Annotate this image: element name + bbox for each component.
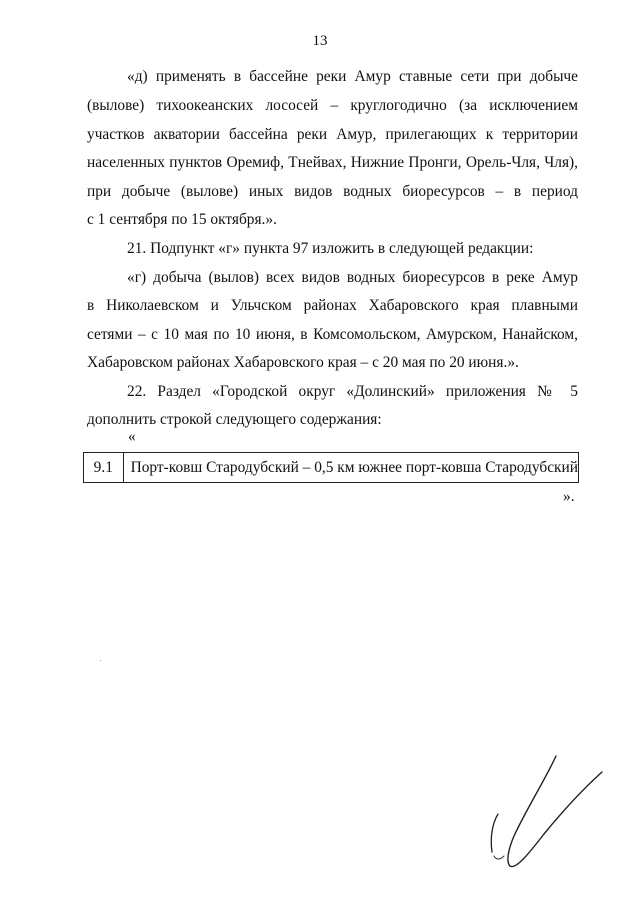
handwritten-signature-icon xyxy=(478,748,618,878)
insert-table-row xyxy=(83,452,579,483)
paragraph-d-line-5: при добыче (вылове) иных видов водных биоресурсов – в период xyxy=(87,183,578,200)
row-number: 9.1 xyxy=(84,453,124,482)
paragraph-d-line-2: (вылове) тихоокеанских лососей – круглогодично (за исключением xyxy=(87,97,578,114)
item-21: 21. Подпункт «г» пункта 97 изложить в следующей редакции: xyxy=(127,240,534,257)
open-quote: « xyxy=(128,428,136,445)
paragraph-g-line-2: в Николаевском и Ульчском районах Хабаровского края плавными xyxy=(87,297,578,314)
paragraph-d-line-1: «д) применять в бассейне реки Амур ставные сети при добыче xyxy=(127,68,578,85)
paragraph-d-line-4: населенных пунктов Оремиф, Тнейвах, Нижние Пронги, Орель-Чля, Чля), xyxy=(87,154,578,171)
paragraph-d-line-6: с 1 сентября по 15 октября.». xyxy=(87,211,277,228)
item-22-line-1: 22. Раздел «Городской округ «Долинский» приложения № 5 xyxy=(127,383,578,400)
paragraph-g-line-1: «г) добыча (вылов) всех видов водных биоресурсов в реке Амур xyxy=(127,269,578,286)
scan-speck xyxy=(100,660,101,661)
close-quote: ». xyxy=(563,488,575,505)
row-text: Порт-ковш Стародубский – 0,5 км южнее порт-ковша Стародубский xyxy=(130,458,578,476)
paragraph-d-line-3: участков акватории бассейна реки Амур, прилегающих к территории xyxy=(87,126,578,143)
paragraph-g-line-4: Хабаровском районах Хабаровского края – с 20 мая по 20 июня.». xyxy=(87,354,519,371)
paragraph-g-line-3: сетями – с 10 мая по 10 июня, в Комсомольском, Амурском, Нанайском, xyxy=(87,326,578,343)
item-22-line-2: дополнить строкой следующего содержания: xyxy=(87,411,382,428)
page-number: 13 xyxy=(312,33,328,49)
